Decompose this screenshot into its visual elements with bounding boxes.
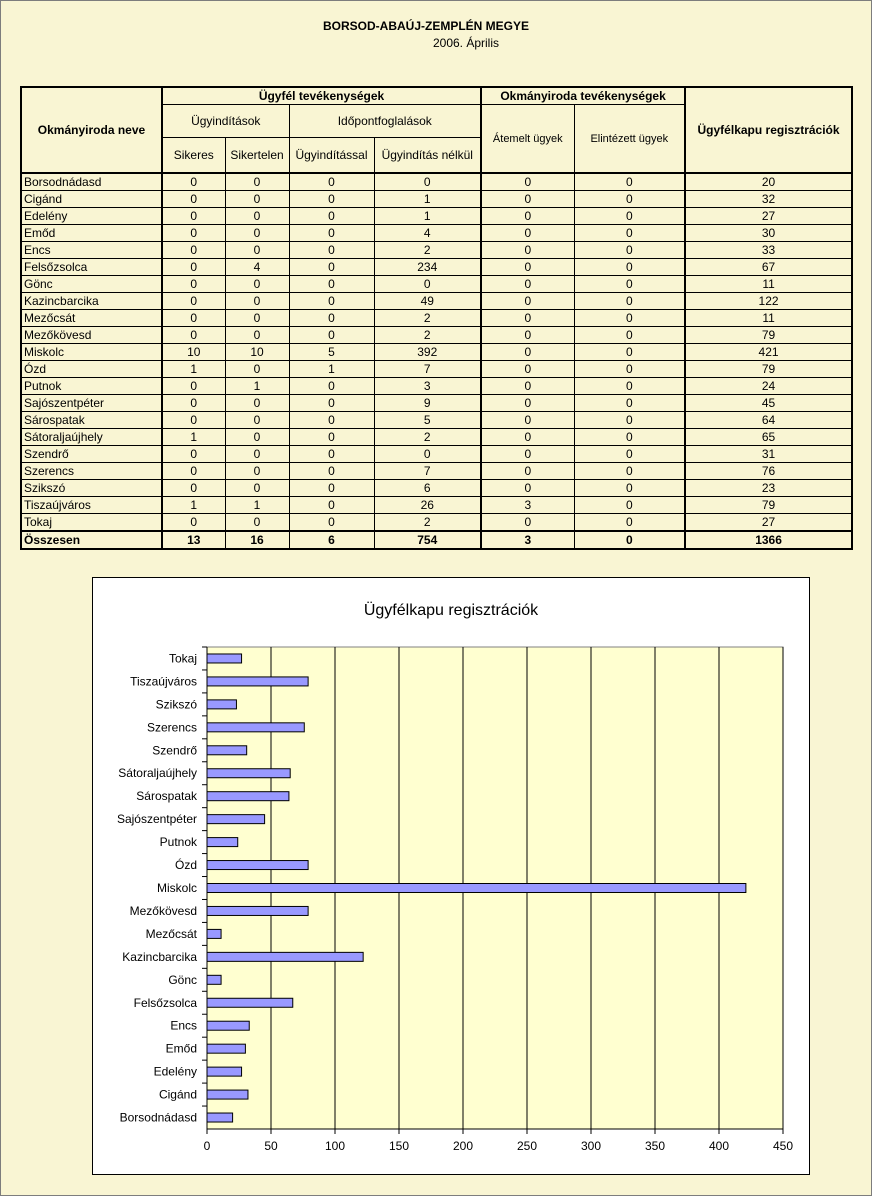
value-cell: 0 <box>225 208 289 225</box>
table-row <box>21 208 852 225</box>
value-cell: 0 <box>481 259 574 276</box>
value-cell: 11 <box>685 276 852 293</box>
bar-sárospatak <box>207 792 289 801</box>
value-cell: 0 <box>289 514 374 532</box>
header-office-activities: Okmányiroda tevékenységek <box>481 87 685 105</box>
value-cell: 0 <box>574 293 685 310</box>
value-cell: 0 <box>289 378 374 395</box>
office-name-cell: Tiszaújváros <box>21 497 162 514</box>
value-cell: 0 <box>481 208 574 225</box>
value-cell: 0 <box>574 531 685 549</box>
value-cell: 0 <box>574 497 685 514</box>
statistics-table <box>20 86 853 550</box>
value-cell: 0 <box>225 463 289 480</box>
bar-kazincbarcika <box>207 952 363 961</box>
x-tick-label: 50 <box>264 1139 278 1153</box>
office-name-cell: Kazincbarcika <box>21 293 162 310</box>
value-cell: 20 <box>685 173 852 191</box>
header-sikertelen: Sikertelen <box>225 138 289 174</box>
value-cell: 0 <box>162 446 225 463</box>
y-category-label: Emőd <box>165 1041 197 1056</box>
value-cell: 3 <box>481 497 574 514</box>
office-name-cell: Tokaj <box>21 514 162 532</box>
value-cell: 0 <box>162 463 225 480</box>
chart-container <box>92 577 810 1175</box>
value-cell: 0 <box>289 395 374 412</box>
table-total-row <box>21 531 852 549</box>
y-category-label: Miskolc <box>156 881 197 895</box>
value-cell: 79 <box>685 361 852 378</box>
office-name-cell: Felsőzsolca <box>21 259 162 276</box>
value-cell: 0 <box>481 225 574 242</box>
value-cell: 7 <box>374 361 481 378</box>
value-cell: 10 <box>225 344 289 361</box>
table-row <box>21 378 852 395</box>
value-cell: 0 <box>225 514 289 532</box>
value-cell: 421 <box>685 344 852 361</box>
x-tick-label: 0 <box>203 1139 211 1153</box>
office-name-cell: Miskolc <box>21 344 162 361</box>
header-elintezett: Elintézett ügyek <box>574 105 685 174</box>
table-row <box>21 225 852 242</box>
table-row <box>21 361 852 378</box>
value-cell: 0 <box>162 173 225 191</box>
table-row <box>21 463 852 480</box>
bar-ózd <box>207 861 308 870</box>
office-name-cell: Sajószentpéter <box>21 395 162 412</box>
x-tick-label: 450 <box>772 1139 794 1153</box>
value-cell: 0 <box>162 259 225 276</box>
bar-encs <box>207 1021 249 1030</box>
value-cell: 0 <box>574 378 685 395</box>
value-cell: 0 <box>162 378 225 395</box>
office-name-cell: Gönc <box>21 276 162 293</box>
value-cell: 0 <box>481 514 574 532</box>
page-title: BORSOD-ABAÚJ-ZEMPLÉN MEGYE <box>322 19 529 33</box>
value-cell: 24 <box>685 378 852 395</box>
value-cell: 0 <box>162 225 225 242</box>
y-category-label: Sajószentpéter <box>116 812 197 827</box>
value-cell: 754 <box>374 531 481 549</box>
y-category-label: Putnok <box>159 835 197 850</box>
value-cell: 0 <box>225 191 289 208</box>
value-cell: 33 <box>685 242 852 259</box>
bar-mezőkövesd <box>207 906 308 915</box>
value-cell: 0 <box>481 293 574 310</box>
value-cell: 0 <box>374 173 481 191</box>
value-cell: 0 <box>162 310 225 327</box>
value-cell: 0 <box>481 412 574 429</box>
value-cell: 11 <box>685 310 852 327</box>
value-cell: 0 <box>289 446 374 463</box>
value-cell: 234 <box>374 259 481 276</box>
table-row <box>21 259 852 276</box>
value-cell: 0 <box>162 395 225 412</box>
office-name-cell: Mezőkövesd <box>21 327 162 344</box>
value-cell: 0 <box>289 259 374 276</box>
value-cell: 0 <box>289 480 374 497</box>
value-cell: 0 <box>225 480 289 497</box>
value-cell: 2 <box>374 429 481 446</box>
value-cell: 0 <box>289 173 374 191</box>
value-cell: 79 <box>685 327 852 344</box>
value-cell: 0 <box>225 276 289 293</box>
y-category-label: Edelény <box>153 1064 197 1079</box>
value-cell: 0 <box>289 429 374 446</box>
value-cell: 2 <box>374 310 481 327</box>
bar-gönc <box>207 975 221 984</box>
value-cell: 67 <box>685 259 852 276</box>
x-tick-label: 400 <box>708 1139 730 1153</box>
value-cell: 0 <box>481 480 574 497</box>
value-cell: 0 <box>289 293 374 310</box>
office-name-cell: Encs <box>21 242 162 259</box>
y-category-label: Felsőzsolca <box>133 995 197 1010</box>
value-cell: 27 <box>685 514 852 532</box>
value-cell: 1366 <box>685 531 852 549</box>
value-cell: 0 <box>289 327 374 344</box>
value-cell: 0 <box>225 310 289 327</box>
value-cell: 0 <box>574 412 685 429</box>
header-atemelt: Átemelt ügyek <box>481 105 574 174</box>
value-cell: 0 <box>162 514 225 532</box>
value-cell: 0 <box>225 293 289 310</box>
table-row <box>21 344 852 361</box>
value-cell: 64 <box>685 412 852 429</box>
table-row <box>21 514 852 532</box>
value-cell: 0 <box>574 395 685 412</box>
value-cell: 0 <box>225 412 289 429</box>
value-cell: 0 <box>289 242 374 259</box>
y-category-label: Tiszaújváros <box>130 674 197 689</box>
office-name-cell: Sárospatak <box>21 412 162 429</box>
value-cell: 0 <box>162 293 225 310</box>
y-category-label: Szendrő <box>152 743 197 758</box>
value-cell: 0 <box>162 208 225 225</box>
bar-szerencs <box>207 723 304 732</box>
y-category-label: Szerencs <box>146 720 197 735</box>
value-cell: 0 <box>481 429 574 446</box>
bar-szendrő <box>207 746 247 755</box>
value-cell: 1 <box>225 378 289 395</box>
value-cell: 0 <box>481 310 574 327</box>
value-cell: 0 <box>225 327 289 344</box>
value-cell: 0 <box>289 225 374 242</box>
value-cell: 0 <box>225 446 289 463</box>
value-cell: 0 <box>225 173 289 191</box>
bar-putnok <box>207 838 238 847</box>
value-cell: 79 <box>685 497 852 514</box>
office-name-cell: Mezőcsát <box>21 310 162 327</box>
table-row <box>21 395 852 412</box>
x-tick-label: 100 <box>324 1139 346 1153</box>
table-row <box>21 446 852 463</box>
bar-tiszaújváros <box>207 677 308 686</box>
bar-miskolc <box>207 884 746 893</box>
bar-borsodnádasd <box>207 1113 233 1122</box>
value-cell: 1 <box>162 429 225 446</box>
value-cell: 3 <box>481 531 574 549</box>
y-category-label: Mezőkövesd <box>129 903 197 918</box>
value-cell: 2 <box>374 327 481 344</box>
header-ugyinditassal: Ügyindítással <box>289 138 374 174</box>
value-cell: 0 <box>574 276 685 293</box>
value-cell: 0 <box>162 242 225 259</box>
y-category-label: Sárospatak <box>136 789 197 804</box>
header-ugyinditas-nelkul: Ügyindítás nélkül <box>374 138 481 174</box>
value-cell: 0 <box>289 310 374 327</box>
office-name-cell: Szendrő <box>21 446 162 463</box>
value-cell: 0 <box>574 310 685 327</box>
y-category-label: Encs <box>170 1018 197 1033</box>
bar-tokaj <box>207 654 242 663</box>
value-cell: 0 <box>574 446 685 463</box>
y-category-label: Mezőcsát <box>145 926 197 941</box>
x-tick-label: 350 <box>644 1139 666 1153</box>
office-name-cell: Borsodnádasd <box>21 173 162 191</box>
value-cell: 122 <box>685 293 852 310</box>
value-cell: 0 <box>162 191 225 208</box>
value-cell: 0 <box>225 225 289 242</box>
x-tick-label: 200 <box>452 1139 474 1153</box>
value-cell: 0 <box>574 514 685 532</box>
table-row <box>21 293 852 310</box>
table-row <box>21 173 852 191</box>
header-ugyinditasok: Ügyindítások <box>162 105 289 138</box>
office-name-cell: Cigánd <box>21 191 162 208</box>
x-tick-label: 150 <box>388 1139 410 1153</box>
value-cell: 27 <box>685 208 852 225</box>
value-cell: 4 <box>374 225 481 242</box>
header-office-name: Okmányiroda neve <box>21 87 162 173</box>
table-row <box>21 429 852 446</box>
value-cell: 31 <box>685 446 852 463</box>
value-cell: 0 <box>574 191 685 208</box>
value-cell: 0 <box>481 191 574 208</box>
value-cell: 0 <box>289 276 374 293</box>
y-category-label: Kazincbarcika <box>122 949 197 964</box>
value-cell: 1 <box>225 497 289 514</box>
value-cell: 0 <box>574 259 685 276</box>
value-cell: 5 <box>289 344 374 361</box>
value-cell: 0 <box>481 395 574 412</box>
value-cell: 2 <box>374 514 481 532</box>
value-cell: 3 <box>374 378 481 395</box>
table-row <box>21 310 852 327</box>
bar-sátoraljaújhely <box>207 769 290 778</box>
office-name-cell: Ózd <box>21 361 162 378</box>
value-cell: 49 <box>374 293 481 310</box>
y-category-label: Borsodnádasd <box>119 1110 197 1125</box>
value-cell: 0 <box>481 242 574 259</box>
value-cell: 0 <box>481 327 574 344</box>
value-cell: 0 <box>162 327 225 344</box>
table-row <box>21 242 852 259</box>
office-name-cell: Putnok <box>21 378 162 395</box>
y-category-label: Ózd <box>174 858 197 873</box>
value-cell: 2 <box>374 242 481 259</box>
value-cell: 0 <box>481 446 574 463</box>
value-cell: 65 <box>685 429 852 446</box>
value-cell: 32 <box>685 191 852 208</box>
value-cell: 9 <box>374 395 481 412</box>
value-cell: 0 <box>574 480 685 497</box>
y-category-label: Szikszó <box>155 697 197 712</box>
value-cell: 13 <box>162 531 225 549</box>
bar-cigánd <box>207 1090 248 1099</box>
value-cell: 1 <box>374 191 481 208</box>
value-cell: 10 <box>162 344 225 361</box>
office-name-cell: Emőd <box>21 225 162 242</box>
bar-mezőcsát <box>207 929 221 938</box>
value-cell: 0 <box>574 463 685 480</box>
x-tick-label: 300 <box>580 1139 602 1153</box>
value-cell: 0 <box>481 463 574 480</box>
office-name-cell: Szikszó <box>21 480 162 497</box>
value-cell: 0 <box>481 276 574 293</box>
y-category-label: Tokaj <box>168 651 197 666</box>
table-row <box>21 480 852 497</box>
table-row <box>21 276 852 293</box>
value-cell: 0 <box>374 276 481 293</box>
value-cell: 0 <box>162 276 225 293</box>
value-cell: 0 <box>374 446 481 463</box>
value-cell: 0 <box>481 173 574 191</box>
value-cell: 4 <box>225 259 289 276</box>
value-cell: 0 <box>225 395 289 412</box>
value-cell: 0 <box>574 225 685 242</box>
value-cell: 0 <box>225 361 289 378</box>
value-cell: 26 <box>374 497 481 514</box>
value-cell: 0 <box>289 208 374 225</box>
header-ugyfelkapu: Ügyfélkapu regisztrációk <box>685 87 852 173</box>
value-cell: 0 <box>225 242 289 259</box>
value-cell: 0 <box>162 412 225 429</box>
value-cell: 6 <box>374 480 481 497</box>
value-cell: 0 <box>289 497 374 514</box>
value-cell: 16 <box>225 531 289 549</box>
value-cell: 0 <box>162 480 225 497</box>
value-cell: 0 <box>574 173 685 191</box>
value-cell: 23 <box>685 480 852 497</box>
value-cell: 0 <box>225 429 289 446</box>
table-row <box>21 191 852 208</box>
value-cell: 0 <box>574 327 685 344</box>
value-cell: 0 <box>574 242 685 259</box>
bar-sajószentpéter <box>207 815 265 824</box>
bar-edelény <box>207 1067 242 1076</box>
chart-title: Ügyfélkapu regisztrációk <box>363 602 539 619</box>
bar-chart <box>93 578 809 1174</box>
header-idopontfoglalasok: Időpontfoglalások <box>289 105 481 138</box>
value-cell: 0 <box>289 191 374 208</box>
value-cell: 6 <box>289 531 374 549</box>
bar-felsőzsolca <box>207 998 293 1007</box>
value-cell: 1 <box>374 208 481 225</box>
value-cell: 0 <box>481 344 574 361</box>
table-row <box>21 327 852 344</box>
office-name-cell: Szerencs <box>21 463 162 480</box>
header-sikeres: Sikeres <box>162 138 225 174</box>
y-category-label: Gönc <box>168 972 197 987</box>
value-cell: 1 <box>162 361 225 378</box>
value-cell: 45 <box>685 395 852 412</box>
value-cell: 1 <box>162 497 225 514</box>
value-cell: 0 <box>481 361 574 378</box>
value-cell: 30 <box>685 225 852 242</box>
value-cell: 392 <box>374 344 481 361</box>
value-cell: 0 <box>574 208 685 225</box>
value-cell: 0 <box>289 463 374 480</box>
bar-szikszó <box>207 700 236 709</box>
table-row <box>21 497 852 514</box>
table-row <box>21 412 852 429</box>
bar-emőd <box>207 1044 245 1053</box>
value-cell: 1 <box>289 361 374 378</box>
x-tick-label: 250 <box>516 1139 538 1153</box>
total-label: Összesen <box>21 531 162 549</box>
y-category-label: Sátoraljaújhely <box>118 766 197 781</box>
value-cell: 7 <box>374 463 481 480</box>
header-client-activities: Ügyfél tevékenységek <box>162 87 481 105</box>
value-cell: 5 <box>374 412 481 429</box>
value-cell: 0 <box>289 412 374 429</box>
office-name-cell: Sátoraljaújhely <box>21 429 162 446</box>
value-cell: 76 <box>685 463 852 480</box>
value-cell: 0 <box>481 378 574 395</box>
value-cell: 0 <box>574 344 685 361</box>
value-cell: 0 <box>574 361 685 378</box>
office-name-cell: Edelény <box>21 208 162 225</box>
y-category-label: Cigánd <box>158 1087 197 1102</box>
page-subtitle: 2006. Április <box>432 36 500 50</box>
value-cell: 0 <box>574 429 685 446</box>
